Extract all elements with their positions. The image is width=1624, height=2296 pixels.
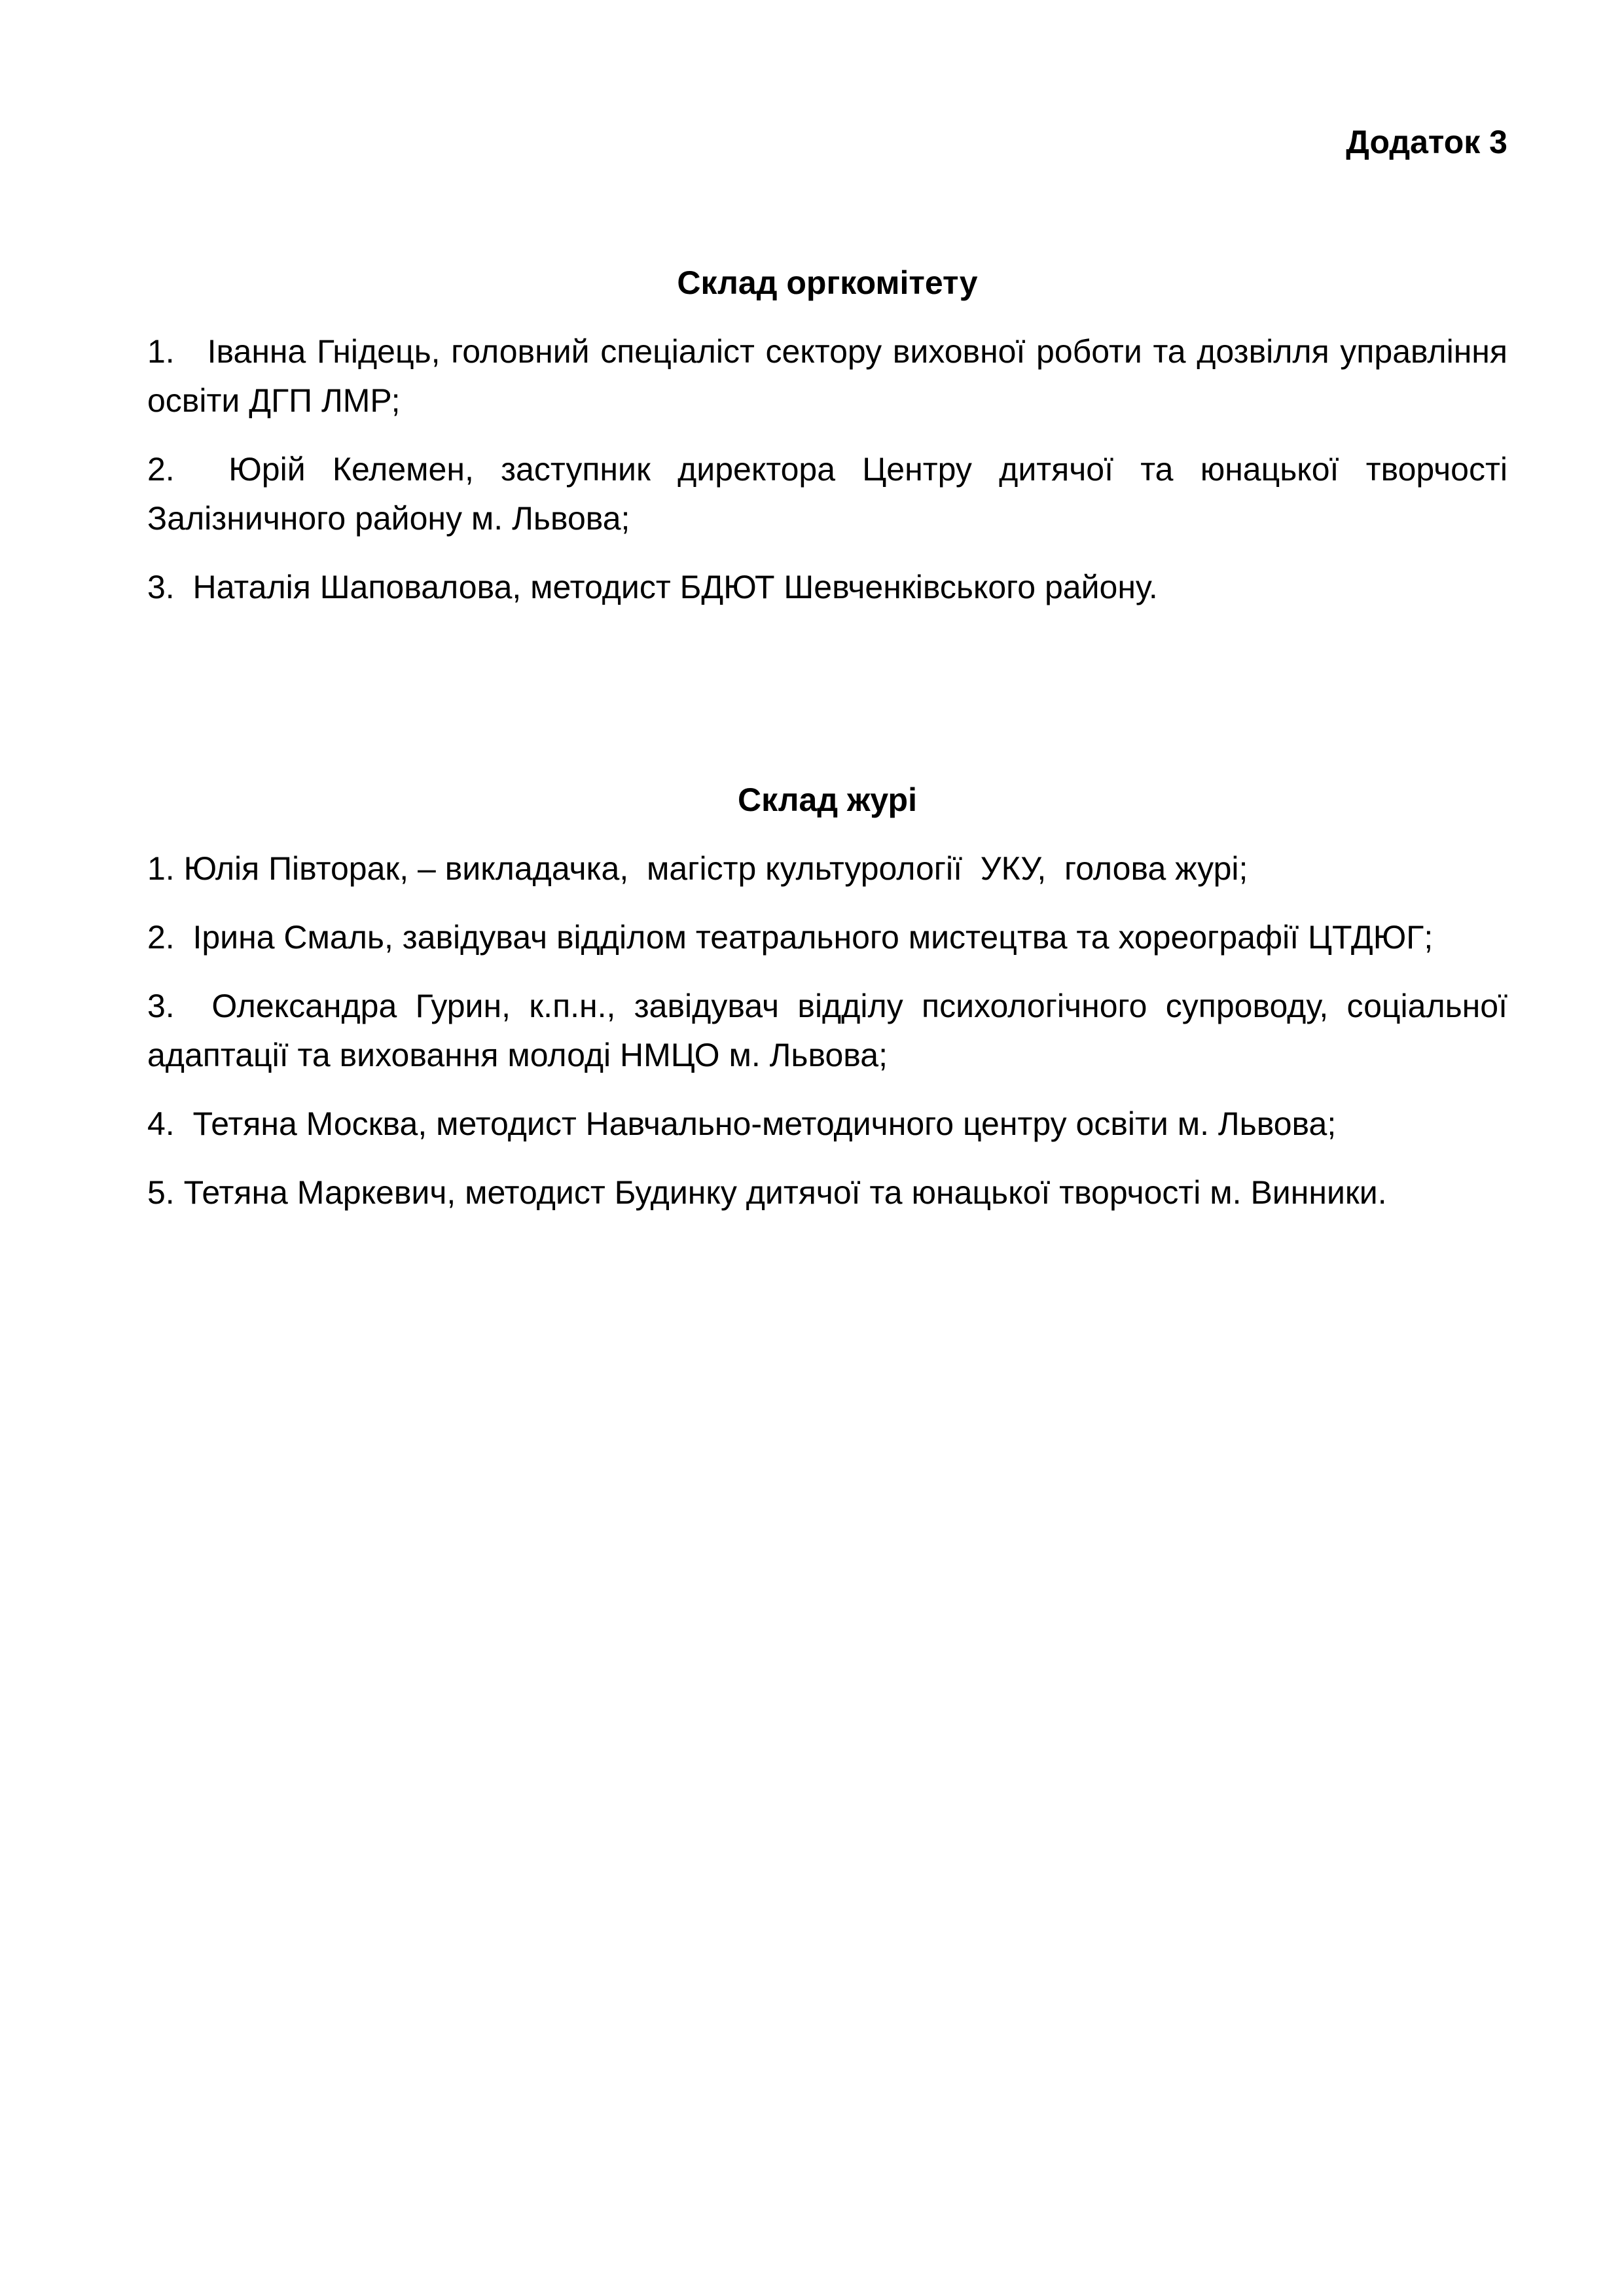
jury-item-3: [147, 982, 1507, 1080]
jury-item-3-line-1: 3. Олександра Гурин, к.п.н., завідувач відділу психологічного супроводу, соціальної: [147, 988, 1507, 1024]
org-committee-item-2-line-1: 2. Юрій Келемен, заступник директора Центру дитячої та юнацької творчості: [147, 451, 1507, 488]
jury-item-1-line-1: 1. Юлія Півторак, – викладачка, магістр культурології УКУ, голова журі;: [147, 850, 1248, 887]
jury-item-3-line-2: адаптації та виховання молоді НМЦО м. Львова;: [147, 1037, 888, 1073]
org-committee-item-1-line-1: 1. Іванна Гнідець, головний спеціаліст сектору виховної роботи та дозвілля управління: [147, 333, 1507, 370]
org-committee-item-3-line-1: 3. Наталія Шаповалова, методист БДЮТ Шевченківського району.: [147, 569, 1158, 605]
jury-item-1: [147, 844, 1507, 893]
jury-item-5: [147, 1168, 1507, 1217]
jury-item-2: [147, 913, 1507, 962]
org-committee-item-2-line-2: Залізничного району м. Львова;: [147, 500, 630, 537]
jury-item-4-line-1: 4. Тетяна Москва, методист Навчально-методичного центру освіти м. Львова;: [147, 1105, 1337, 1142]
section-title-jury: Склад журі: [738, 781, 917, 818]
jury-item-4: [147, 1100, 1507, 1149]
jury-item-5-line-1: 5. Тетяна Маркевич, методист Будинку дитячої та юнацької творчості м. Винники.: [147, 1174, 1387, 1211]
org-committee-item-2: [147, 445, 1507, 543]
section-title-orgcommittee: Склад оргкомітету: [677, 264, 978, 301]
page-content: [147, 118, 1507, 1237]
org-committee-item-3: [147, 563, 1507, 612]
org-committee-item-1: [147, 327, 1507, 425]
jury-item-2-line-1: 2. Ірина Смаль, завідувач відділом театрального мистецтва та хореографії ЦТДЮГ;: [147, 919, 1434, 956]
appendix-label: Додаток 3: [1346, 124, 1507, 160]
vertical-spacer: [147, 632, 1507, 776]
vertical-spacer: [147, 187, 1507, 259]
org-committee-item-1-line-2: освіти ДГП ЛМР;: [147, 382, 401, 419]
